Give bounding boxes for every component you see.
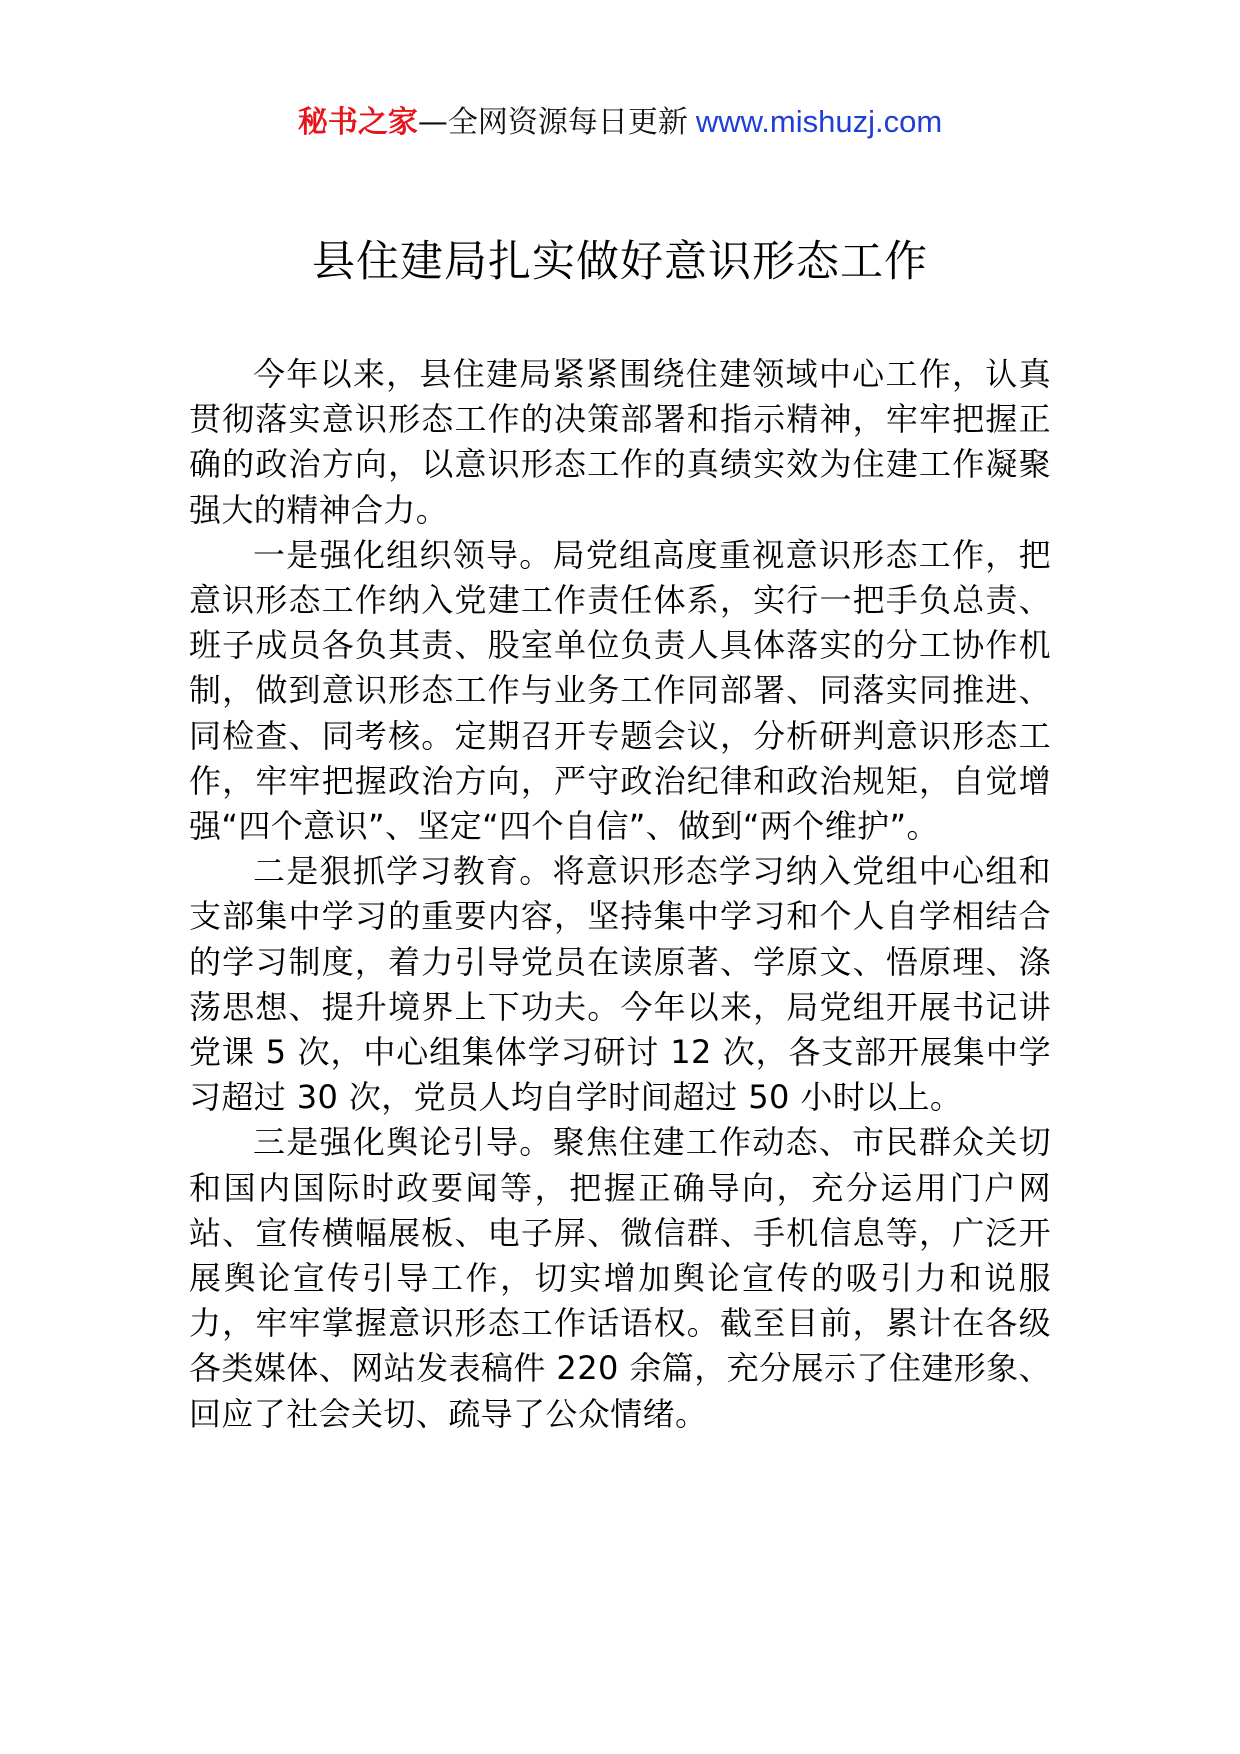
- site-url-link[interactable]: www.mishuzj.com: [695, 104, 943, 139]
- document-title: 县住建局扎实做好意识形态工作: [312, 237, 928, 287]
- intro-paragraph: 今年以来，县住建局紧紧围绕住建领域中心工作，认真贯彻落实意识形态工作的决策部署和指示精神，牢牢把握正确的政治方向，以意识形态工作的真绩实效为住建工作凝聚强大的精神合力。: [189, 355, 1051, 529]
- site-header: [0, 100, 1240, 145]
- paragraph-public-opinion: 三是强化舆论引导。聚焦住建工作动态、市民群众关切和国内国际时政要闻等，把握正确导向，充分运用门户网站、宣传横幅展板、电子屏、微信群、手机信息等，广泛开展舆论宣传引导工作，切实增加舆论宣传的吸引力和说服力，牢牢掌握意识形态工作话语权。截至目前，累计在各级各类媒体、网站发表稿件 220 余篇，充分展示了住建形象、回应了社会关切、疏导了公众情绪。: [189, 1123, 1051, 1433]
- document-body: [189, 352, 1051, 1437]
- paragraph-organization-leadership: 一是强化组织领导。局党组高度重视意识形态工作，把意识形态工作纳入党建工作责任体系，实行一把手负总责、班子成员各负其责、股室单位负责人具体落实的分工协作机制，做到意识形态工作与业务工作同部署、同落实同推进、同检查、同考核。定期召开专题会议，分析研判意识形态工作，牢牢把握政治方向，严守政治纪律和政治规矩，自觉增强“四个意识”、坚定“四个自信”、做到“两个维护”。: [189, 535, 1051, 846]
- brand-name: 秘书之家: [297, 105, 418, 140]
- header-slogan: —全网资源每日更新: [417, 105, 688, 140]
- paragraph-study-education: 二是狠抓学习教育。将意识形态学习纳入党组中心组和支部集中学习的重要内容，坚持集中学习和个人自学相结合的学习制度，着力引导党员在读原著、学原文、悟原理、涤荡思想、提升境界上下功夫。今年以来，局党组开展书记讲党课 5 次，中心组集体学习研讨 12 次，各支部开展集中学习超过 30 次，党员人均自学时间超过 50 小时以上。: [189, 852, 1051, 1117]
